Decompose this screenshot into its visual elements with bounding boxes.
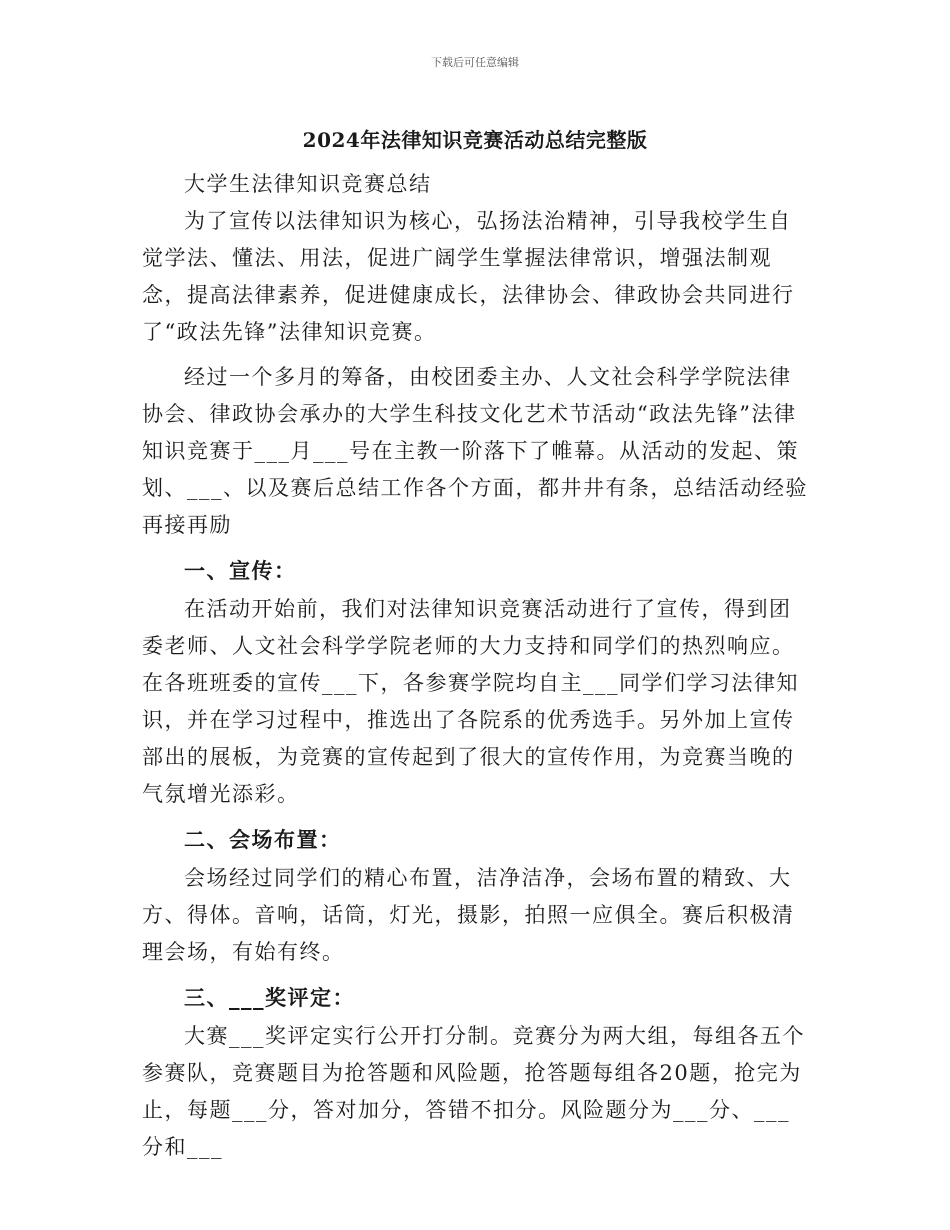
paragraph-intro: 为了宣传以法律知识为核心，弘扬法治精神，引导我校学生自觉学法、懂法、用法，促进广阔学生掌握法律常识，增强法制观念，提高法律素养，促进健康成长，法律协会、律政协会共同进行了“政法先锋”法律知识竞赛。 [142,209,795,344]
header-note: 下载后可任意编辑 [431,56,519,69]
document-title: 2024年法律知识竞赛活动总结完整版 [302,128,648,152]
paragraph-award: 大赛___奖评定实行公开打分制。竞赛分为两大组，每组各五个参赛队，竞赛题目为抢答题和风险题，抢答题每组各20题，抢完为止，每题___分，答对加分，答错不扣分。风险题分为___分、___分和___ [142,1024,805,1159]
paragraph-publicity: 在活动开始前，我们对法律知识竞赛活动进行了宣传，得到团委老师、人文社会科学学院老师的大力支持和同学们的热烈响应。在各班班委的宣传___下，各参赛学院均自主___同学们学习法律知识，并在学习过程中，推选出了各院系的优秀选手。另外加上宣传部出的展板，为竞赛的宣传起到了很大的宣传作用，为竞赛当晚的气氛增光添彩。 [142,597,799,806]
section-heading-award: 三、___奖评定： [184,985,355,1010]
document-body [142,166,812,1166]
document-subtitle: 大学生法律知识竞赛总结 [184,172,432,196]
paragraph-overview: 经过一个多月的筹备，由校团委主办、人文社会科学学院法律协会、律政协会承办的大学生科技文化艺术节活动“政法先锋”法律知识竞赛于___月___号在主教一阶落下了帷幕。从活动的发起、策划、___、以及赛后总结工作各个方面，都井井有条，总结活动经验再接再励 [142,365,808,537]
section-heading-venue: 二、会场布置： [184,827,342,852]
section-heading-publicity: 一、宣传： [184,558,297,583]
paragraph-venue: 会场经过同学们的精心布置，洁净洁净，会场布置的精致、大方、得体。音响，话筒，灯光，摄影，拍照一应俱全。赛后积极清理会场，有始有终。 [142,866,795,964]
